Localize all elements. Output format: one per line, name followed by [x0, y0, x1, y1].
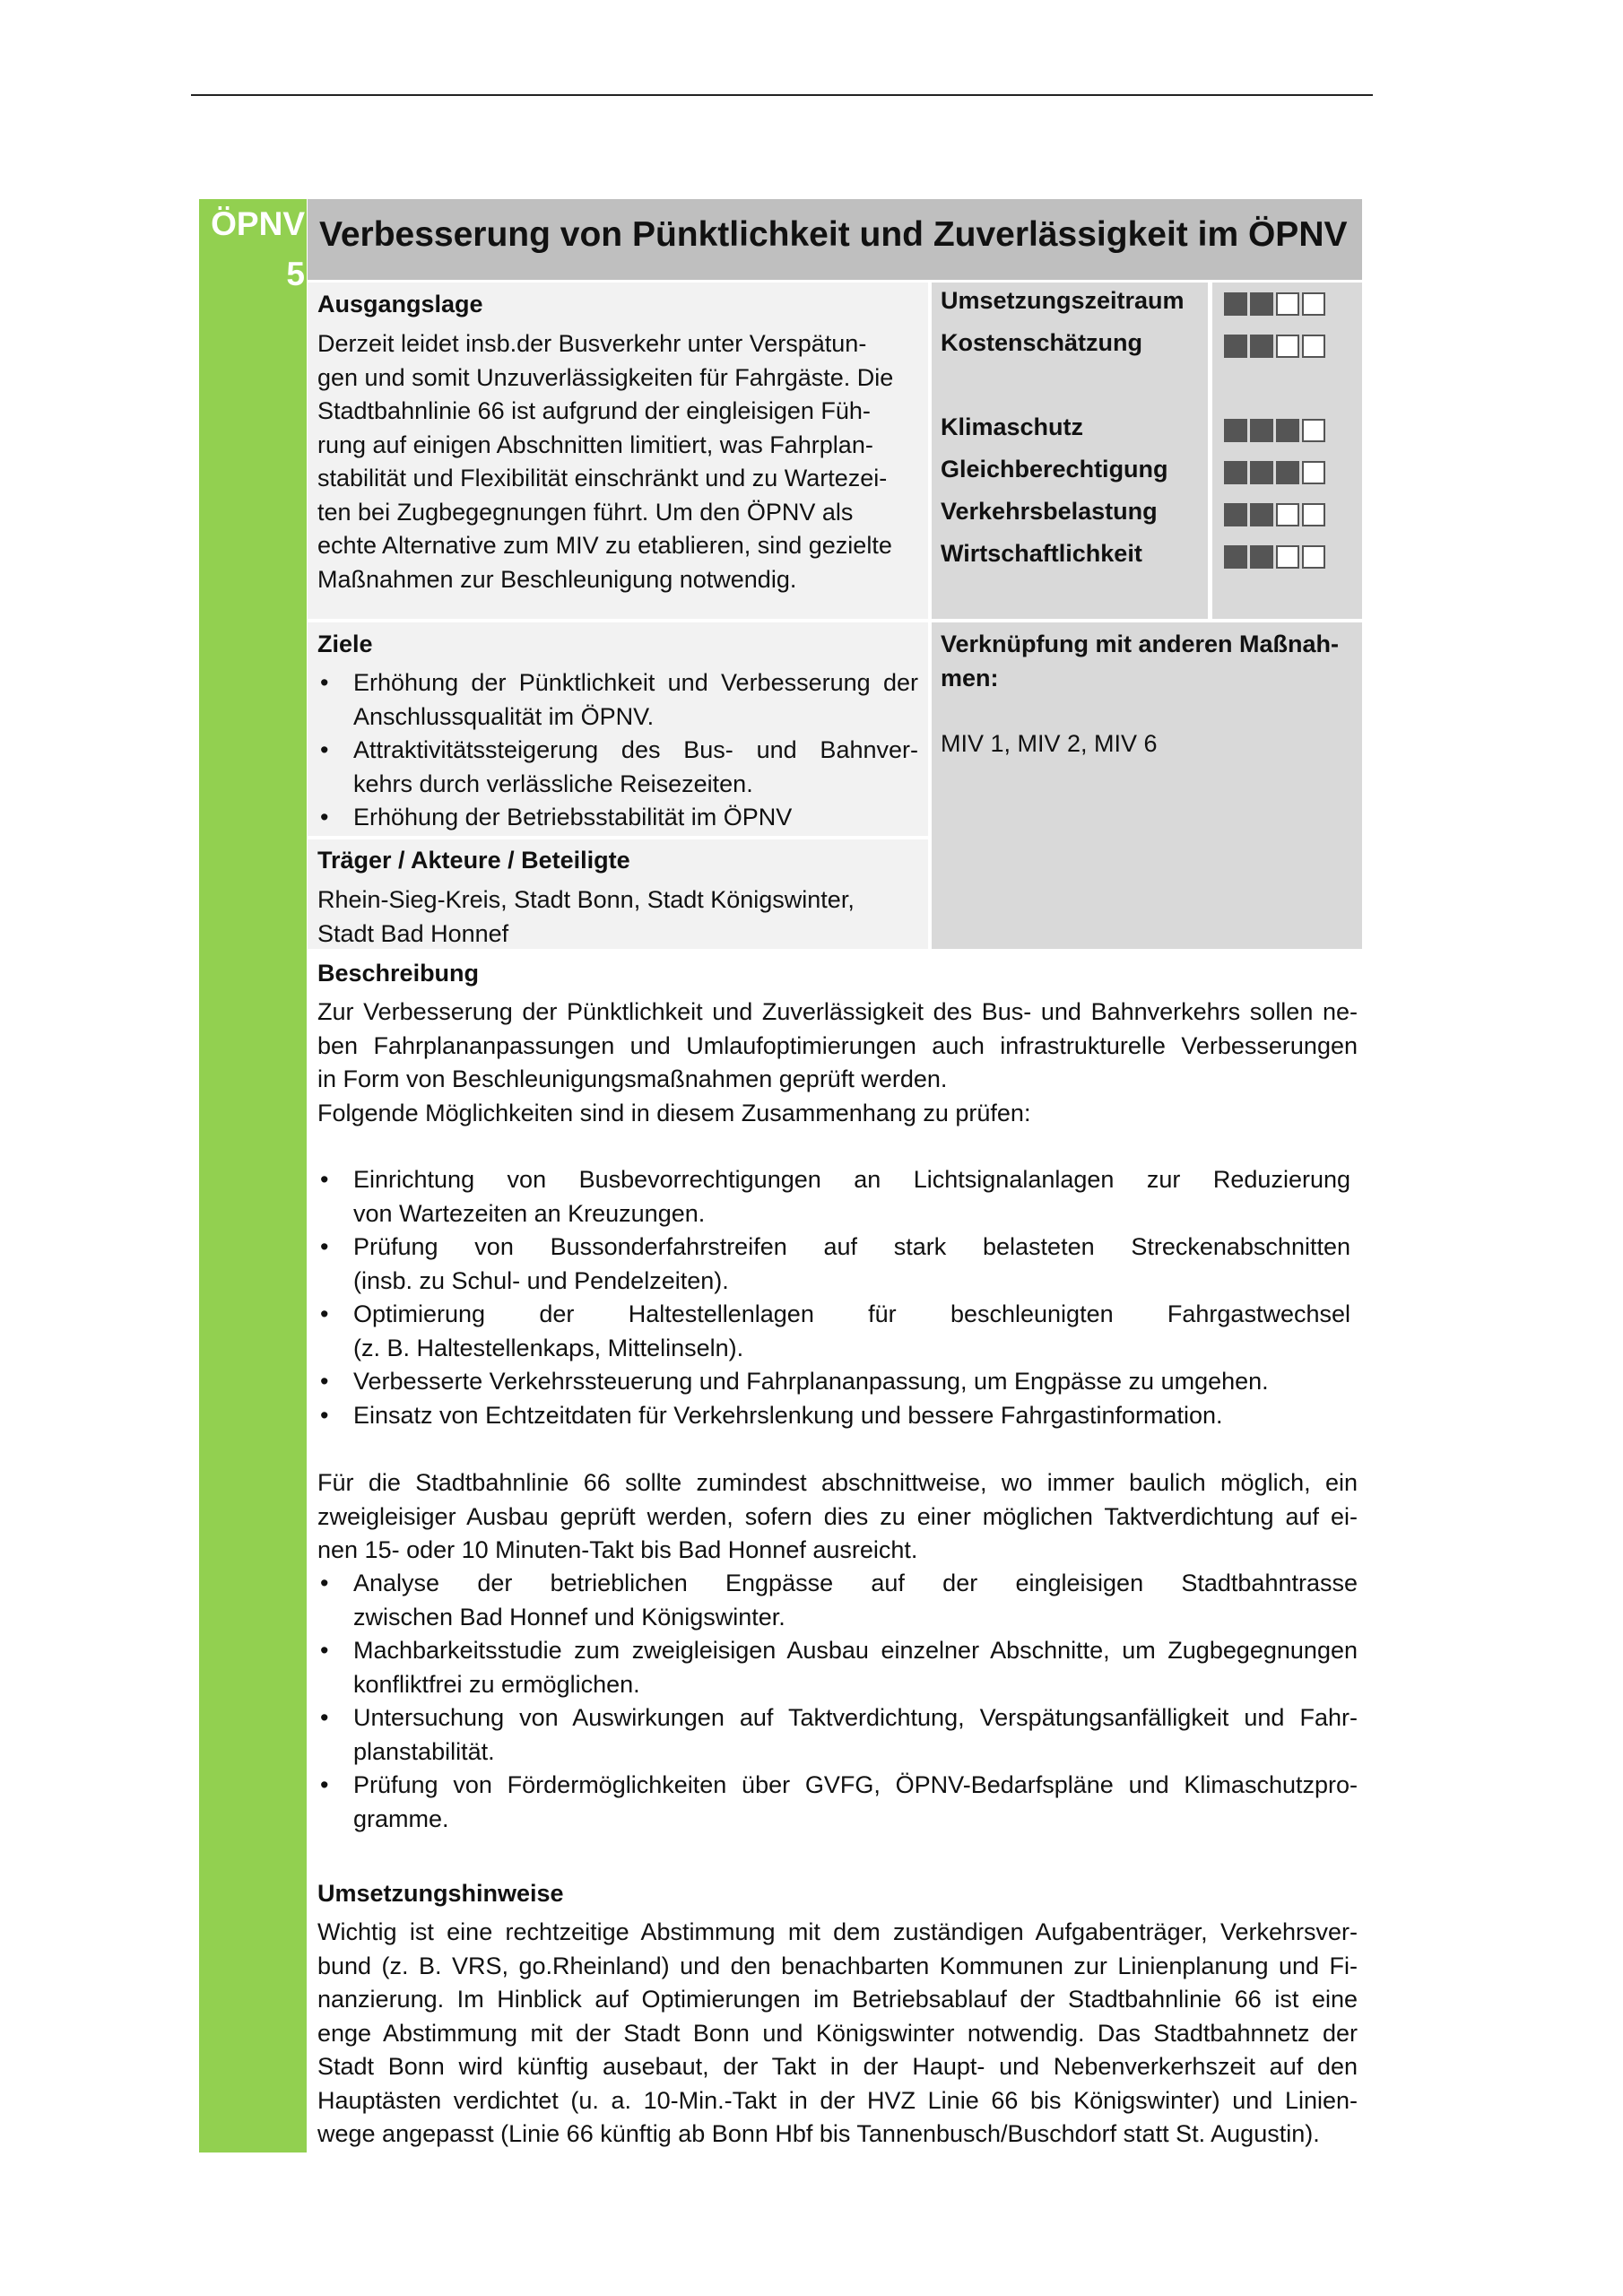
list-item [317, 1769, 1358, 1836]
rating-wirtschaftlichkeit [941, 540, 1228, 574]
text-line: • Verbesserte Verkehrssteuerung und Fahrplananpassung, um Engpässe zu umgehen. [353, 1368, 1269, 1395]
beschreibung-heading: Beschreibung [317, 960, 480, 987]
measure-code-number: 5 [286, 256, 305, 292]
rating-square-empty [1302, 419, 1325, 442]
rating-squares [1224, 335, 1325, 358]
rating-square-empty [1302, 335, 1325, 358]
list-item [317, 1701, 1358, 1769]
text-line: • Optimierung der Haltestellenlagen für beschleunigten Fahrgastwechsel [353, 1300, 1350, 1327]
category-sidebar [199, 199, 307, 2152]
rating-label: Verkehrsbelastung [941, 498, 1158, 525]
text-line: planstabilität. [353, 1737, 495, 1765]
text-line: ten bei Zugbegegnungen führt. Um den ÖPNV als [317, 498, 854, 526]
page-title: Verbesserung von Pünktlichkeit und Zuverlässigkeit im ÖPNV [319, 215, 1348, 254]
text-line: Derzeit leidet insb.der Busverkehr unter Verspätun- [317, 330, 867, 357]
measure-code-category: ÖPNV [211, 205, 305, 242]
text-line: Wichtig ist eine rechtzeitige Abstimmung mit dem zuständigen Aufgabenträger, Verkehrsver- [317, 1918, 1358, 1945]
ausgangslage-heading: Ausgangslage [317, 291, 483, 317]
text-line: • Erhöhung der Betriebsstabilität im ÖPNV [353, 804, 793, 831]
rating-square-empty [1302, 461, 1325, 484]
rating-square-filled [1250, 545, 1273, 569]
rating-square-filled [1224, 461, 1247, 484]
rating-square-filled [1224, 292, 1247, 316]
text-line: • Erhöhung der Pünktlichkeit und Verbesserung der [353, 669, 918, 696]
rating-square-empty [1302, 545, 1325, 569]
beschreibung-intro [317, 996, 1358, 1130]
text-line: gen und somit Unzuverlässigkeiten für Fahrgäste. Die [317, 363, 894, 391]
text-line: wege angepasst (Linie 66 künftig ab Bonn Hbf bis Tannenbusch/Buschdorf statt St. Augustin). [317, 2120, 1320, 2147]
heading-line: Verknüpfung mit anderen Maßnah- [941, 631, 1340, 657]
measure-code [199, 199, 305, 300]
text-line: Für die Stadtbahnlinie 66 sollte zumindest abschnittweise, wo immer baulich möglich, ein [317, 1469, 1358, 1496]
text-line: in Form von Beschleunigungsmaßnahmen geprüft werden. [317, 1065, 948, 1092]
rating-square-filled [1250, 292, 1273, 316]
rating-square-empty [1276, 292, 1299, 316]
rating-square-empty [1276, 335, 1299, 358]
rating-label: Kostenschätzung [941, 329, 1143, 356]
rating-klimaschutz [941, 413, 1228, 448]
rating-square-filled [1250, 461, 1273, 484]
list-item [317, 1231, 1350, 1298]
text-line: • Prüfung von Fördermöglichkeiten über GVFG, ÖPNV-Bedarfspläne und Klimaschutzpro- [353, 1771, 1358, 1798]
rating-gleichberechtigung [941, 456, 1228, 490]
rating-kostenschaetzung [941, 329, 1228, 363]
rating-squares [1224, 419, 1325, 442]
list-item [317, 1634, 1358, 1701]
rating-square-empty [1302, 292, 1325, 316]
list-item [317, 1298, 1350, 1365]
rating-label: Umsetzungszeitraum [941, 287, 1185, 314]
text-line: Stadtbahnlinie 66 ist aufgrund der eingleisigen Füh- [317, 397, 871, 424]
text-line: konfliktfrei zu ermöglichen. [353, 1670, 640, 1698]
traeger-text [317, 883, 918, 951]
rating-square-filled [1276, 419, 1299, 442]
ziele-list [317, 666, 918, 835]
text-line: von Wartezeiten an Kreuzungen. [353, 1199, 706, 1227]
rating-label: Klimaschutz [941, 413, 1084, 440]
rating-square-empty [1302, 503, 1325, 526]
beschreibung-list-2 [317, 1567, 1358, 1836]
text-line: Zur Verbesserung der Pünktlichkeit und Zuverlässigkeit des Bus- und Bahnverkehrs sollen ne- [317, 998, 1358, 1025]
list-item [317, 1163, 1350, 1231]
verknuepfung-heading [941, 627, 1339, 695]
text-line: gramme. [353, 1805, 449, 1832]
text-line: (z. B. Haltestellenkaps, Mittelinseln). [353, 1334, 744, 1361]
rating-square-empty [1276, 503, 1299, 526]
list-item [317, 1399, 1350, 1433]
text-line: (insb. zu Schul- und Pendelzeiten). [353, 1266, 729, 1294]
text-line: kehrs durch verlässliche Reisezeiten. [353, 770, 753, 797]
text-line: stabilität und Flexibilität einschränkt und zu Wartezei- [317, 465, 888, 491]
heading-line: men: [941, 665, 999, 691]
umsetzung-heading: Umsetzungshinweise [317, 1880, 564, 1907]
rating-squares [1224, 292, 1325, 316]
text-line: nen 15- oder 10 Minuten-Takt bis Bad Honnef ausreicht. [317, 1536, 918, 1563]
ausgangslage-text [317, 327, 927, 596]
text-line: Stadt Bad Honnef [317, 919, 509, 947]
rating-square-filled [1224, 335, 1247, 358]
rating-square-filled [1250, 419, 1273, 442]
umsetzung-text [317, 1916, 1358, 2152]
header-rule [191, 94, 1373, 96]
text-line: • Prüfung von Bussonderfahrstreifen auf stark belasteten Streckenabschnitten [353, 1233, 1350, 1260]
text-line: Folgende Möglichkeiten sind in diesem Zusammenhang zu prüfen: [317, 1099, 1031, 1126]
beschreibung-list-1 [317, 1163, 1350, 1432]
text-line: ben Fahrplananpassungen und Umlaufoptimierungen auch infrastrukturelle Verbesserungen [317, 1031, 1358, 1059]
text-line: zweigleisiger Ausbau geprüft werden, sofern dies zu einer möglichen Taktverdichtung auf ei- [317, 1502, 1358, 1530]
list-item [317, 1365, 1350, 1399]
text-line: rung auf einigen Abschnitten limitiert, was Fahrplan- [317, 430, 873, 458]
text-line: • Einrichtung von Busbevorrechtigungen an Lichtsignalanlagen zur Reduzierung [353, 1166, 1350, 1193]
text-line: • Attraktivitätssteigerung des Bus- und Bahnver- [353, 736, 918, 763]
verknuepfung-text: MIV 1, MIV 2, MIV 6 [941, 730, 1158, 757]
text-line: Hauptästen verdichtet (u. a. 10-Min.-Takt in der HVZ Linie 66 bis Königswinter) und Linien- [317, 2086, 1358, 2114]
text-line: Maßnahmen zur Beschleunigung notwendig. [317, 565, 797, 593]
text-line: echte Alternative zum MIV zu etablieren, sind gezielte [317, 532, 892, 559]
ziele-heading: Ziele [317, 631, 373, 657]
text-line: • Analyse der betrieblichen Engpässe auf der eingleisigen Stadtbahntrasse [353, 1570, 1358, 1596]
rating-umsetzungszeitraum [941, 287, 1228, 321]
text-line: • Einsatz von Echtzeitdaten für Verkehrslenkung und bessere Fahrgastinformation. [353, 1401, 1223, 1429]
beschreibung-paragraph-2 [317, 1466, 1358, 1568]
text-line: Rhein-Sieg-Kreis, Stadt Bonn, Stadt Königswinter, [317, 886, 855, 913]
rating-label: Gleichberechtigung [941, 456, 1168, 483]
text-line: enge Abstimmung mit der Stadt Bonn und Königswinter notwendig. Das Stadtbahnnetz der [317, 2019, 1358, 2047]
text-line: nanzierung. Im Hinblick auf Optimierungen im Betriebsablauf der Stadtbahnlinie 66 ist eine [317, 1986, 1358, 2013]
text-line: • Machbarkeitsstudie zum zweigleisigen Ausbau einzelner Abschnitte, um Zugbegegnungen [353, 1637, 1358, 1664]
rating-square-filled [1224, 545, 1247, 569]
rating-square-filled [1224, 503, 1247, 526]
rating-square-filled [1276, 461, 1299, 484]
rating-squares [1224, 545, 1325, 569]
rating-squares [1224, 503, 1325, 526]
rating-squares [1224, 461, 1325, 484]
list-item [317, 801, 918, 835]
text-line: • Untersuchung von Auswirkungen auf Taktverdichtung, Verspätungsanfälligkeit und Fahr- [353, 1704, 1358, 1731]
text-line: Anschlussqualität im ÖPNV. [353, 702, 655, 730]
traeger-heading: Träger / Akteure / Beteiligte [317, 847, 630, 874]
list-item [317, 666, 918, 734]
rating-verkehrsbelastung [941, 498, 1228, 532]
text-line: bund (z. B. VRS, go.Rheinland) und den benachbarten Kommunen zur Linienplanung und Fi- [317, 1952, 1358, 1979]
rating-label: Wirtschaftlichkeit [941, 540, 1142, 567]
text-line: Stadt Bonn wird künftig ausebaut, der Takt in der Haupt- und Nebenverkerhszeit auf den [317, 2053, 1358, 2080]
list-item [317, 1567, 1358, 1634]
list-item [317, 734, 918, 801]
rating-square-filled [1250, 335, 1273, 358]
text-line: zwischen Bad Honnef und Königswinter. [353, 1603, 785, 1631]
rating-square-filled [1224, 419, 1247, 442]
rating-square-filled [1250, 503, 1273, 526]
rating-square-empty [1276, 545, 1299, 569]
